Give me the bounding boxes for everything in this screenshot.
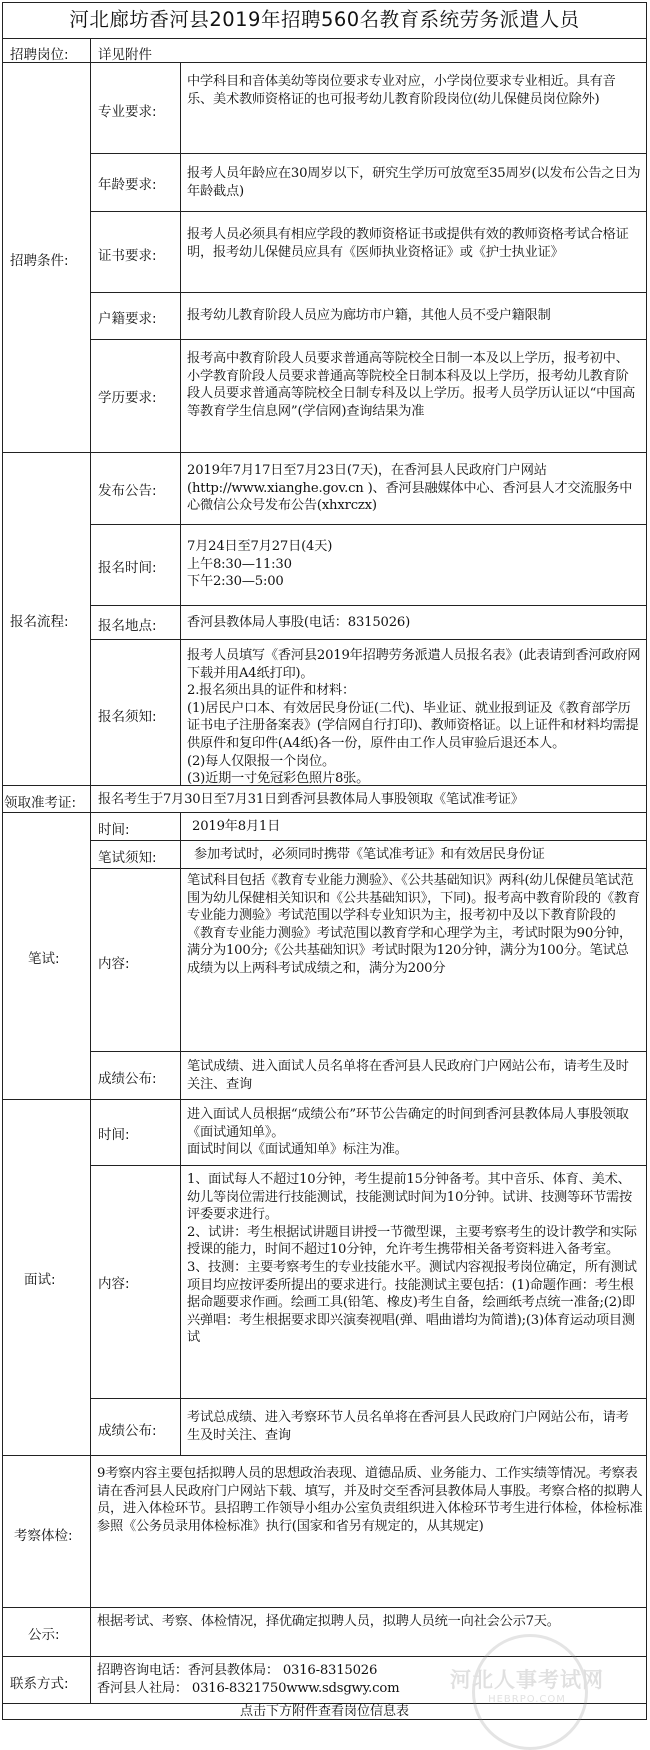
watermark-subtext: HEBRPO.COM (488, 1694, 566, 1705)
table-border (90, 292, 647, 293)
interview-result-text: 考试总成绩、进入考察环节人员名单将在香河县人民政府门户网站公布，请考生及时关注、查询 (187, 1410, 629, 1443)
table-border (90, 339, 647, 340)
position-label: 招聘岗位: (10, 47, 69, 63)
publicity-text: 根据考试、考察、体检情况，择优确定拟聘人员，拟聘人员统一向社会公示7天。 (97, 1614, 560, 1629)
register-notice-text (187, 647, 641, 788)
interview-time-label: 时间: (98, 1127, 130, 1143)
position-value: 详见附件 (98, 47, 152, 63)
attachment-link[interactable]: 点击下方附件查看岗位信息表 (239, 1704, 409, 1719)
age-requirement-text: 报考人员年龄应在30周岁以下，研究生学历可放宽至35周岁(以发布公告之日为年龄截点) (187, 166, 641, 199)
table-border (646, 2, 647, 1720)
register-notice-line: (3)近期一寸免冠彩色照片8张。 (187, 771, 370, 787)
contact-text (97, 1662, 643, 1697)
register-notice-line: 报考人员填写《香河县2019年招聘劳务派遣人员报名表》(此表请到香河政府网下载并用A4纸打印)。 (187, 648, 641, 681)
table-border (90, 840, 647, 841)
register-time-label: 报名时间: (98, 560, 157, 576)
table-border (90, 1165, 647, 1166)
education-requirement-text: 报考高中教育阶段人员要求普通高等院校全日制一本及以上学历，报考初中、小学教育阶段人员要求普通高等院校全日制本科及以上学历，报考幼儿教育阶段人员要求普通高等院校全日制专科及以上学历。报考人员学历认证以“中国高等教育学生信息网”(学信网)查询结果为准 (187, 351, 636, 419)
table-border (2, 2, 3, 1720)
interview-content-line: 2、试讲：考生根据试讲题目讲授一节微型课，主要考察考生的设计教学和实际授课的能力，时间不超过10分钟，允许考生携带相关备考资料进入备考室。 (187, 1224, 637, 1258)
interview-time-line: 进入面试人员根据“成绩公布”环节公告确定的时间到香河县教体局人事股领取《面试通知单》。 (187, 1107, 629, 1140)
announcement-table (2, 2, 647, 1720)
register-place-text: 香河县教体局人事股(电话：8315026) (187, 615, 411, 630)
contact-line: 招聘咨询电话：香河县教体局： 0316-8315026 (97, 1663, 378, 1678)
table-border (2, 1656, 647, 1657)
written-notice-text: 参加考试时，必须同时携带《笔试准考证》和有效居民身份证 (194, 847, 545, 862)
written-content-label: 内容: (98, 956, 130, 972)
contact-label: 联系方式: (10, 1676, 69, 1692)
announce-text: 2019年7月17日至7月23日(7天)，在香河县人民政府门户网站(http://www.xianghe.gov.cn )、香河县融媒体中心、香河县人才交流服务中心微信公众号发布公告(xhxrczx) (187, 463, 633, 514)
written-result-label: 成绩公布: (98, 1071, 157, 1087)
major-requirement-label: 专业要求: (98, 104, 157, 120)
written-result-text: 笔试成绩、进入面试人员名单将在香河县人民政府门户网站公布，请考生及时关注、查询 (187, 1059, 629, 1092)
table-border (90, 868, 647, 869)
interview-result-label: 成绩公布: (98, 1423, 157, 1439)
written-time-label: 时间: (98, 822, 130, 838)
table-border (2, 1607, 647, 1608)
table-border (2, 452, 647, 453)
table-border (2, 1455, 647, 1456)
table-border (90, 524, 647, 525)
written-label: 笔试: (28, 951, 60, 967)
conditions-label: 招聘条件: (10, 253, 69, 269)
interview-time-line: 面试时间以《面试通知单》标注为准。 (187, 1142, 408, 1158)
table-border (90, 211, 647, 212)
interview-content-text (187, 1171, 641, 1347)
table-border (90, 1051, 647, 1052)
table-border (180, 813, 181, 1455)
register-time-line: 上午8:30—11:30 (187, 556, 292, 572)
admission-text: 报名考生于7月30日至7月31日到香河县教体局人事股领取《笔试准考证》 (98, 792, 524, 807)
written-notice-label: 笔试须知: (98, 850, 157, 866)
education-requirement-label: 学历要求: (98, 390, 157, 406)
residence-requirement-label: 户籍要求: (98, 311, 157, 327)
page-title: 河北廊坊香河县2019年招聘560名教育系统劳务派遣人员 (69, 8, 580, 31)
table-border (90, 605, 647, 606)
written-time-text: 2019年8月1日 (192, 819, 281, 834)
interview-content-line: 3、技测：主要考察考生的专业技能水平。测试内容视报考岗位确定，所有测试项目均应按评委所提出的要求进行。技能测试主要包括：(1)命题作画：考生根据命题要求作画。绘画工具(铅笔、橡皮)考生自备，绘画纸考点统一准备;(2)即兴弹唱：考生根据要求即兴演奏视唱(弹、唱曲谱均为简谱);(3)体育运动项目测试 (187, 1259, 637, 1346)
interview-time-text (187, 1106, 641, 1159)
register-place-label: 报名地点: (98, 618, 157, 634)
table-border (2, 1099, 647, 1100)
register-time-line: 7月24日至7月27日(4天) (187, 539, 333, 554)
admission-label: 领取准考证: (4, 795, 77, 811)
table-border (180, 63, 181, 785)
register-time-text (187, 538, 641, 591)
table-border (90, 153, 647, 154)
announce-label: 发布公告: (98, 483, 157, 499)
registration-label: 报名流程: (10, 614, 69, 630)
register-notice-line: (2)每人仅限报一个岗位。 (187, 753, 335, 769)
interview-content-label: 内容: (98, 1276, 130, 1292)
certificate-requirement-text: 报考人员必须具有相应学段的教师资格证书或提供有效的教师资格考试合格证明，报考幼儿保健员应具有《医师执业资格证》或《护士执业证》 (187, 227, 629, 260)
contact-line: 香河县人社局： 0316-8321750www.sdsgwy.com (97, 1680, 400, 1696)
residence-requirement-text: 报考幼儿教育阶段人员应为廊坊市户籍，其他人员不受户籍限制 (187, 308, 551, 323)
watermark-text: 河北人事考试网 (450, 1668, 604, 1692)
age-requirement-label: 年龄要求: (98, 177, 157, 193)
major-requirement-text: 中学科目和音体美幼等岗位要求专业对应，小学岗位要求专业相近。具有音乐、美术教师资格证的也可报考幼儿教育阶段岗位(幼儿保健员岗位除外) (187, 74, 616, 107)
interview-label: 面试: (24, 1272, 56, 1288)
register-notice-line: 2.报名须出具的证件和材料： (187, 683, 356, 699)
interview-content-line: 1、面试每人不超过10分钟，考生提前15分钟备考。其中音乐、体育、美术、幼儿等岗位需进行技能测试，技能测试时间为10分钟。试讲、技测等环节需按评委要求进行。 (187, 1172, 632, 1223)
table-border (90, 639, 647, 640)
certificate-requirement-label: 证书要求: (98, 248, 157, 264)
publicity-label: 公示: (28, 1627, 60, 1643)
register-time-line: 下午2:30—5:00 (187, 574, 284, 590)
table-border (2, 38, 647, 39)
inspection-text: 9考察内容主要包括拟聘人员的思想政治表现、道德品质、业务能力、工作实绩等情况。考察表请在香河县人民政府门户网站下载、填写，并及时交至香河县教体局人事股。考察合格的拟聘人员，进入体检环节。县招聘工作领导小组办公室负责组织进入体检环节考生进行体检，体检标准参照《公务员录用体检标准》执行(国家和省另有规定的，从其规定) (97, 1466, 643, 1534)
written-content-text: 笔试科目包括《教育专业能力测验》、《公共基础知识》两科(幼儿保健员笔试范围为幼儿保健相关知识和《公共基础知识》，下同)。报考高中教育阶段的《教育专业能力测验》考试范围以学科专业知识为主，报考初中及以下教育阶段的《教育专业能力测验》考试范围以教育学和心理学为主，考试时限为90分钟，满分为100分;《公共基础知识》考试时限为120分钟，满分为100分。笔试总成绩为以上两科考试成绩之和，满分为200分 (187, 873, 640, 976)
table-border (2, 812, 647, 813)
inspection-label: 考察体检: (14, 1528, 73, 1544)
table-border (90, 1398, 647, 1399)
register-notice-label: 报名须知: (98, 709, 157, 725)
register-notice-line: (1)居民户口本、有效居民身份证(二代)、毕业证、就业报到证及《教育部学历证书电子注册备案表》(学信网自行打印)、教师资格证。以上证件和材料均需提供原件和复印件(A4纸)各一份，原件由工作人员审验后退还本人。 (187, 700, 639, 751)
